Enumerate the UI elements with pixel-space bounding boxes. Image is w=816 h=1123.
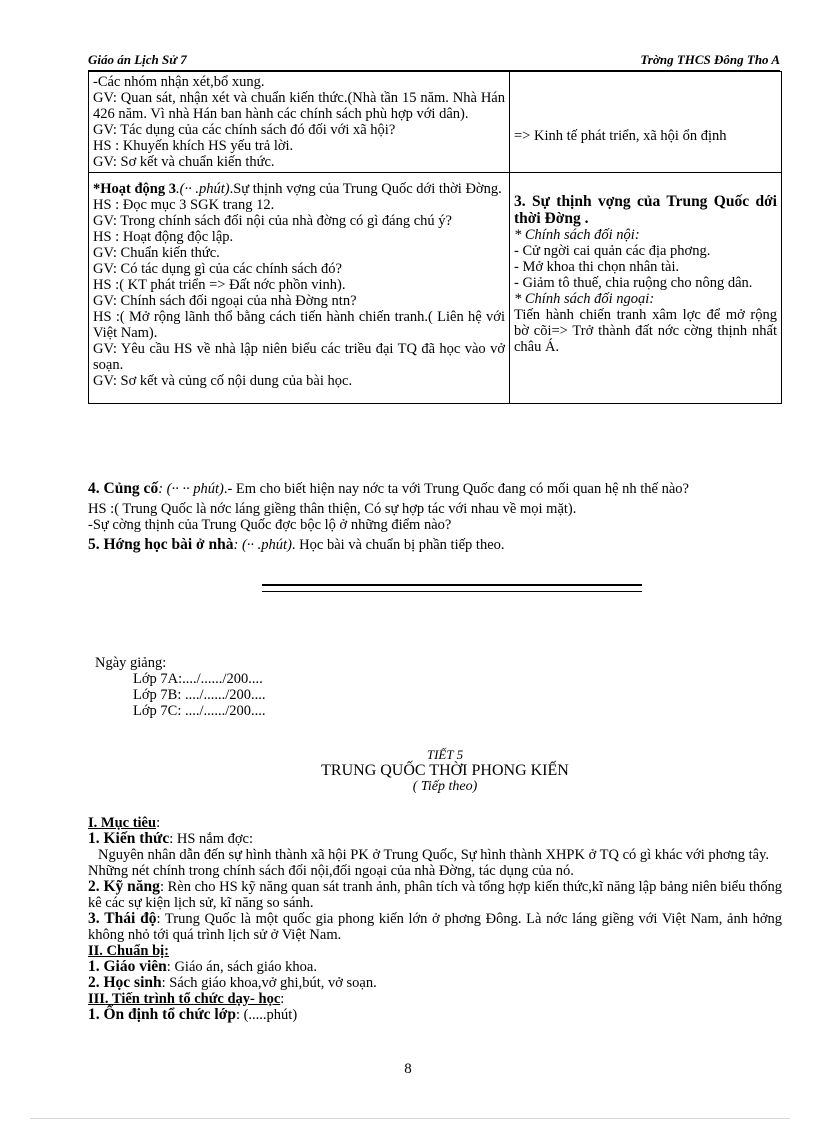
table-line: GV: Trong chính sách đối nội của nhà đờng có gì đáng chú ý? bbox=[93, 213, 452, 229]
student-label: 2. Học sinh bbox=[88, 974, 162, 991]
table-line: GV: Quan sát, nhận xét và chuẩn kiến thức.(Nhà tần 15 năm. Nhà Hán 426 năm. Vì nhà Hán ban hành các chính sách phù hợp với dân). bbox=[93, 90, 505, 122]
ngay-giang-block bbox=[95, 655, 789, 719]
class-order-line: 1. Ổn định tổ chức lớp: (.....phút) bbox=[88, 1006, 298, 1023]
cung-co-text: .- Em cho biết hiện nay nớc ta với Trung Quốc đang có mối quan hệ nh thế nào? bbox=[223, 481, 689, 497]
table-line: GV: Chuẩn kiến thức. bbox=[93, 245, 220, 261]
table-row bbox=[89, 72, 782, 173]
table-line: GV: Yêu cầu HS về nhà lập niên biểu các triều đại TQ đã học vào vở soạn. bbox=[93, 341, 505, 373]
table-line: => Kinh tế phát triển, xã hội ổn định bbox=[514, 128, 727, 144]
objectives-heading: I. Mục tiêu: bbox=[88, 815, 161, 831]
lesson-table bbox=[88, 71, 782, 404]
table-line: GV: Tác dụng của các chính sách đó đối với xã hội? bbox=[93, 122, 396, 138]
page-number: 8 bbox=[404, 1061, 412, 1077]
teacher-line: 1. Giáo viên: Giáo án, sách giáo khoa. bbox=[88, 958, 317, 975]
right-cell-top bbox=[510, 72, 782, 173]
table-line: GV: Chính sách đối ngoại của nhà Đờng ntn? bbox=[93, 293, 357, 309]
teacher-label: 1. Giáo viên bbox=[88, 958, 167, 975]
huong-dan-time: : (·· .phút) bbox=[233, 537, 292, 553]
activity-heading bbox=[93, 181, 505, 197]
huong-dan-text: . Học bài và chuẩn bị phần tiếp theo. bbox=[291, 537, 505, 553]
huong-dan-label: 5. Hớng học bài ở nhà bbox=[88, 536, 234, 553]
cung-co-section bbox=[88, 481, 782, 553]
objectives-section bbox=[88, 815, 782, 1023]
table-line: HS : Khuyến khích HS yếu trả lời. bbox=[93, 138, 294, 154]
table-line: - Cử ngời cai quản các địa phơng. bbox=[514, 243, 711, 259]
cung-co-question-2: -Sự cờng thịnh của Trung Quốc đợc bộc lộ ở những điểm nào? bbox=[88, 517, 452, 533]
activity-label: *Hoạt động 3 bbox=[93, 181, 176, 197]
table-line: -Các nhóm nhận xét,bổ xung. bbox=[93, 74, 265, 90]
activity-time: .(·· .phút) bbox=[176, 181, 230, 197]
knowledge-line: 1. Kiến thức: HS nắm đợc: bbox=[88, 830, 253, 847]
table-line: GV: Sơ kết và chuẩn kiến thức. bbox=[93, 154, 275, 170]
cung-co-question bbox=[88, 481, 782, 497]
left-cell-bottom bbox=[89, 173, 510, 404]
knowledge-p1: Nguyên nhân dẫn đến sự hình thành xã hội PK ở Trung Quốc, Sự hình thành XHPK ở TQ có gì khác với phơng tây. bbox=[98, 847, 770, 863]
attitude-line: 3. Thái độ: Trung Quốc là một quốc gia phong kiến lớn ở phơng Đông. Là nớc láng giềng với Việt Nam, ảnh hởng không nhỏ tới quá trình lịch sử ở Việt Nam. bbox=[88, 910, 783, 943]
table-line: - Giảm tô thuế, chia ruộng cho nông dân. bbox=[514, 275, 753, 291]
left-cell-top bbox=[89, 72, 510, 173]
header-right: Trờng THCS Đông Tho A bbox=[640, 52, 780, 67]
lesson-number: TIẾT 5 bbox=[426, 747, 464, 762]
class-date-row: Lớp 7B: ..../....../200.... bbox=[133, 687, 266, 703]
table-line: GV: Có tác dụng gì của các chính sách đó? bbox=[93, 261, 342, 277]
knowledge-label: 1. Kiến thức bbox=[88, 830, 170, 847]
class-order-label: 1. Ổn định tổ chức lớp bbox=[88, 1006, 236, 1023]
cung-co-label: 4. Củng cố bbox=[88, 480, 159, 497]
class-date-row: Lớp 7A:..../....../200.... bbox=[133, 671, 263, 687]
skills-label: 2. Kỹ năng bbox=[88, 878, 160, 895]
cung-co-answer: HS :( Trung Quốc là nớc láng giềng thân thiện, Có sự hợp tác với nhau về mọi mặt). bbox=[88, 501, 577, 517]
ngay-giang-label: Ngày giảng: bbox=[95, 655, 167, 671]
right-cell-bottom bbox=[510, 173, 782, 404]
table-line: Tiến hành chiến tranh xâm lợc để mở rộng bờ cõi=> Trở thành đất nớc cờng thịnh nhất châu Á. bbox=[514, 307, 777, 355]
table-row bbox=[89, 173, 782, 404]
table-line: HS : Hoạt động độc lập. bbox=[93, 229, 234, 245]
page-header bbox=[88, 52, 780, 71]
table-line: GV: Sơ kết và củng cố nội dung của bài học. bbox=[93, 373, 353, 389]
subheading-foreign: * Chính sách đối ngoại: bbox=[514, 291, 655, 307]
page-bottom-divider bbox=[30, 1118, 790, 1119]
header-left: Giáo án Lịch Sử 7 bbox=[88, 52, 187, 67]
preparation-heading: II. Chuẩn bị: bbox=[88, 943, 169, 959]
table-line: - Mở khoa thi chọn nhân tài. bbox=[514, 259, 680, 275]
student-line: 2. Học sinh: Sách giáo khoa,vở ghi,bút, vở soạn. bbox=[88, 974, 377, 991]
huong-dan-line bbox=[88, 537, 782, 553]
knowledge-p2: Những nét chính trong chính sách đối nội,đối ngoại của nhà Đờng, tác dụng của nó. bbox=[88, 863, 574, 879]
subheading-domestic: * Chính sách đối nội: bbox=[514, 227, 640, 243]
lesson-title: TRUNG QUỐC THỜI PHONG KIẾN bbox=[321, 762, 569, 779]
table-line: HS :( Mở rộng lãnh thổ bằng cách tiến hành chiến tranh.( Liên hệ với Việt Nam). bbox=[93, 309, 505, 341]
attitude-label: 3. Thái độ bbox=[88, 910, 157, 927]
lesson-title-block bbox=[50, 748, 816, 794]
activity-title: .Sự thịnh vợng của Trung Quốc dới thời Đờng. bbox=[229, 181, 502, 197]
double-rule-divider bbox=[262, 584, 642, 592]
table-line: HS :( KT phát triển => Đất nớc phồn vinh). bbox=[93, 277, 346, 293]
table-line: HS : Đọc mục 3 SGK trang 12. bbox=[93, 197, 275, 213]
section-heading: 3. Sự thịnh vợng của Trung Quốc dới thời Đờng . bbox=[514, 193, 777, 227]
skills-line: 2. Kỹ năng: Rèn cho HS kỹ năng quan sát tranh ảnh, phân tích và tổng hợp kiến thức,kĩ năng lập bảng niên biểu thống kê các sự kiện lịch sử, kĩ năng so sánh. bbox=[88, 878, 782, 911]
lesson-subtitle: ( Tiếp theo) bbox=[412, 779, 478, 794]
class-date-row: Lớp 7C: ..../....../200.... bbox=[133, 703, 266, 719]
cung-co-time: : (·· ·· phút) bbox=[158, 481, 224, 497]
procedure-heading: III. Tiến trình tổ chức dạy- học: bbox=[88, 991, 285, 1007]
